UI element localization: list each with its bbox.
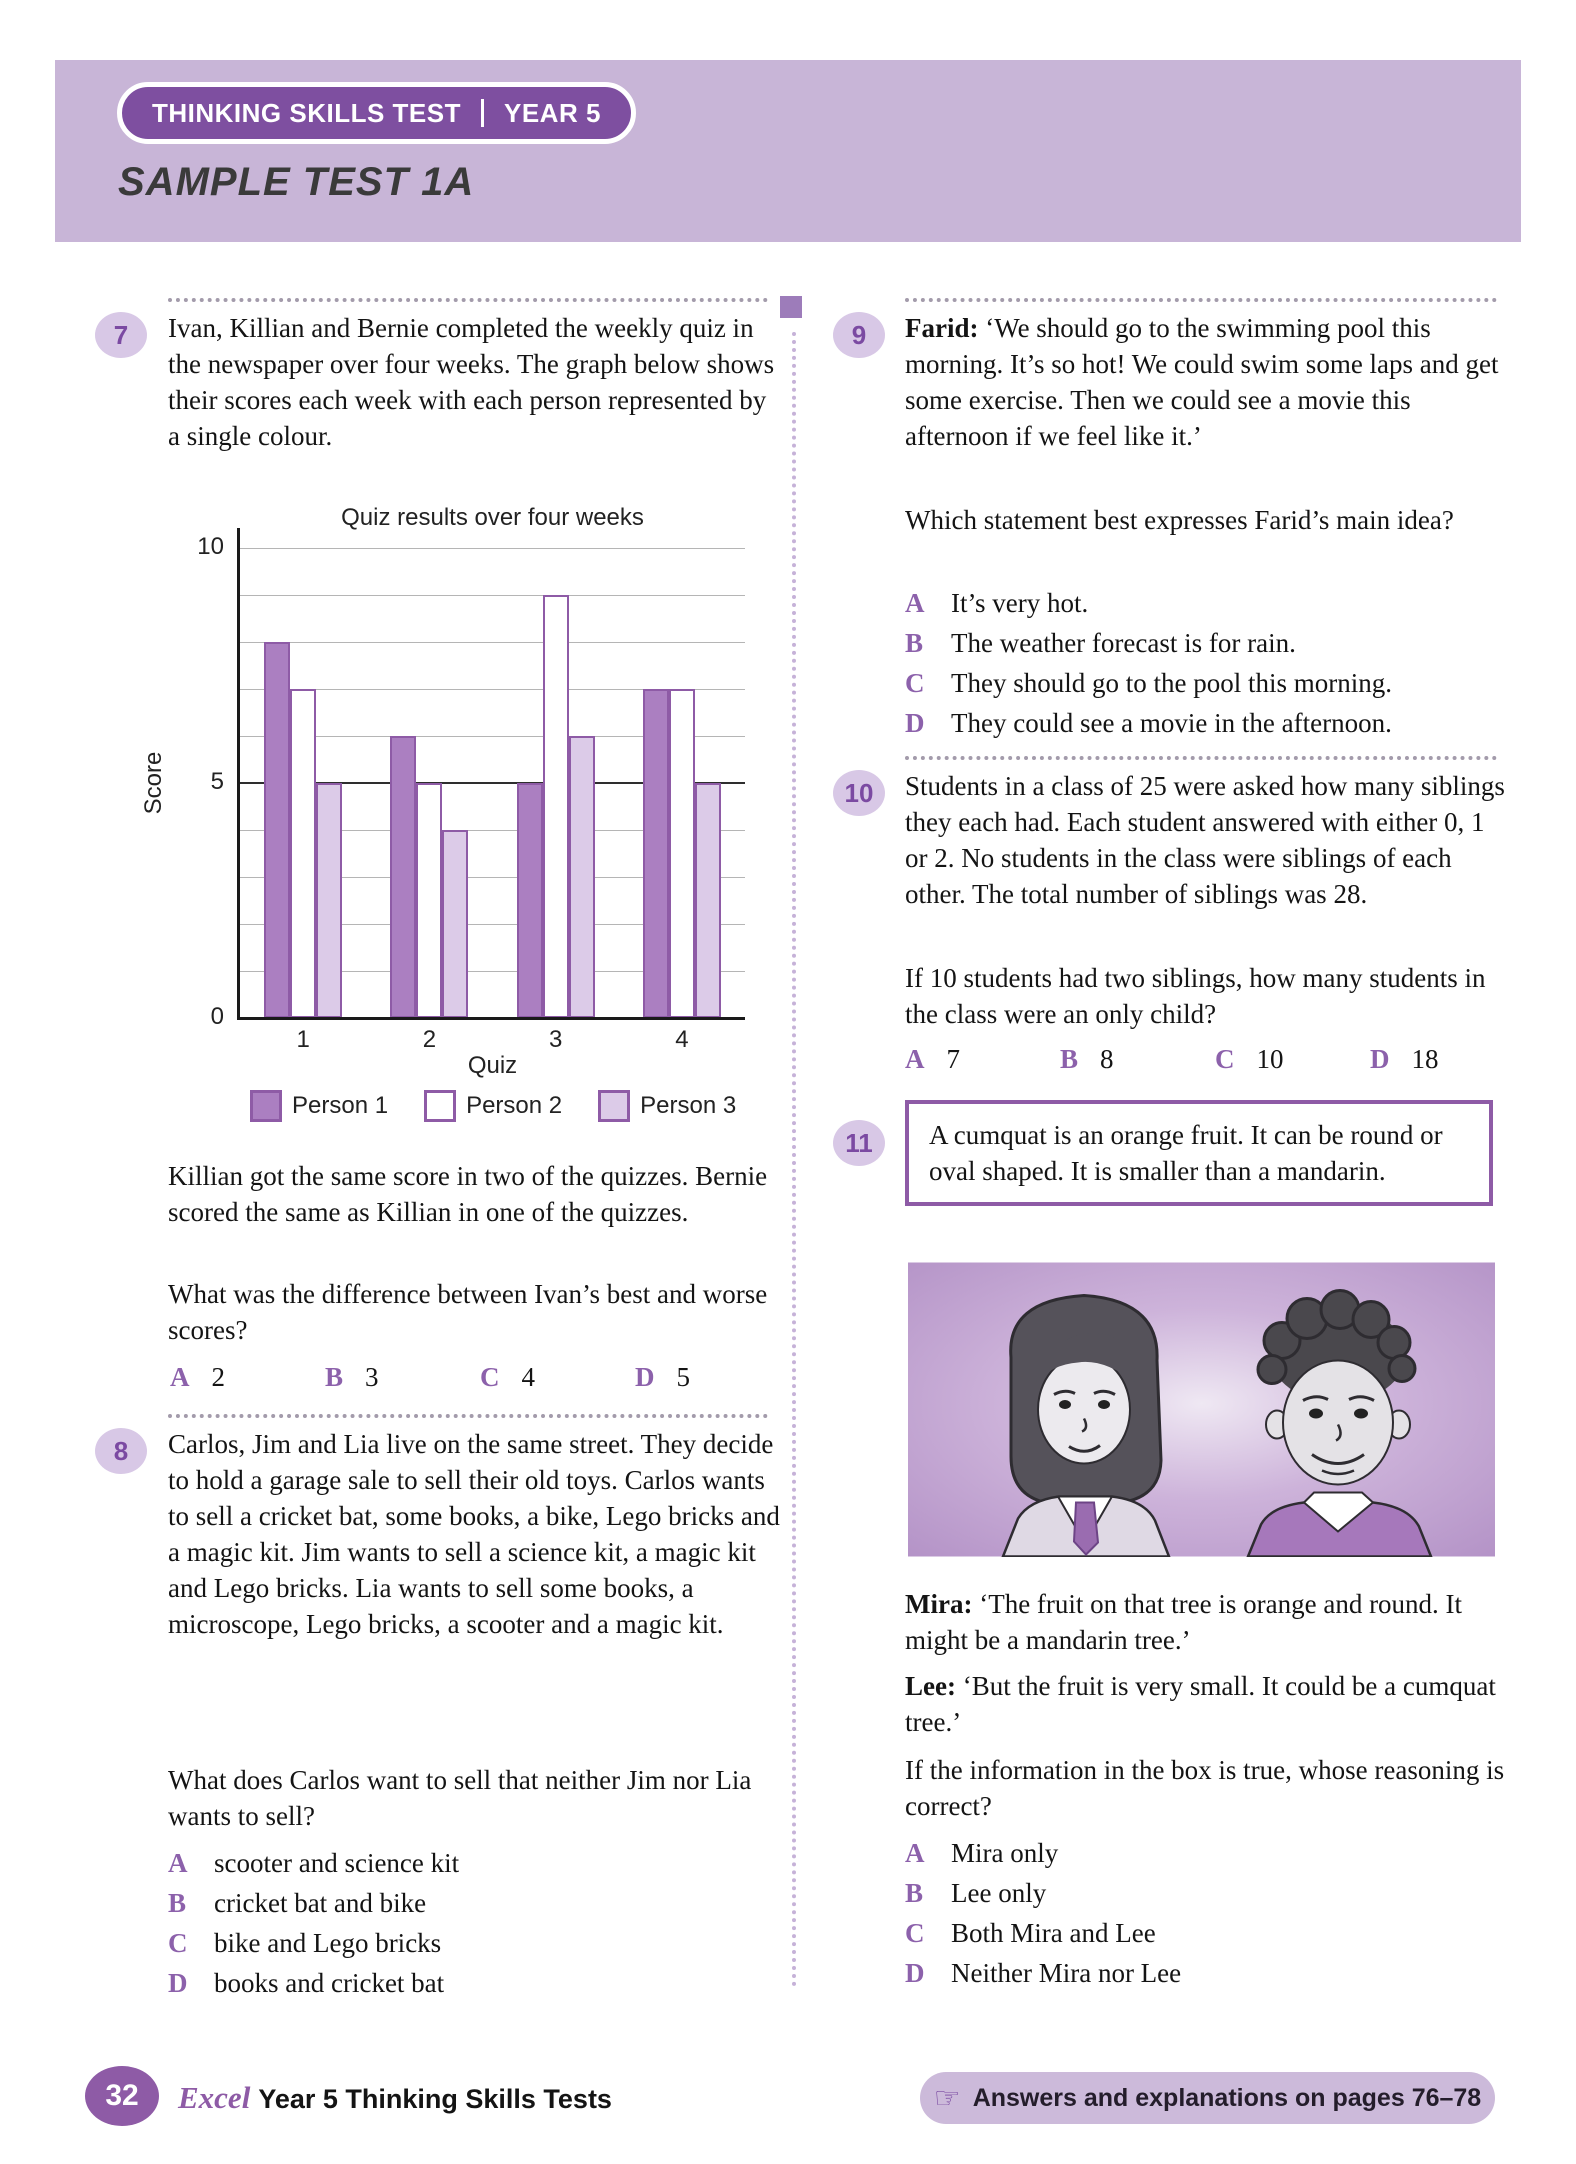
x-tick-label-3: 3	[548, 1026, 563, 1053]
brand-logo: Excel	[178, 2080, 251, 2115]
bar-person-2-quiz-3	[543, 595, 569, 1018]
mira-statement	[905, 1586, 1505, 1658]
bar-person-2-quiz-4	[669, 689, 695, 1018]
option-text: scooter and science kit	[214, 1848, 460, 1878]
option-letter: C	[1215, 1044, 1235, 1074]
question-7-question: What was the difference between Ivan’s best and worse scores?	[168, 1279, 768, 1345]
option-text: books and cricket bat	[214, 1968, 445, 1998]
x-tick-label-4: 4	[675, 1026, 689, 1053]
question-8-intro: Carlos, Jim and Lia live on the same street. They decide to hold a garage sale to sell their old toys. Carlos wants to sell a cricket bat, some books, a bike, Lego bricks and a magic kit. Jim wants to sell a science kit, a magic kit and Lego bricks. Lia wants to sell some books, a microscope, Lego bricks, a scooter and a magic kit.	[168, 1429, 780, 1639]
option-letter: C	[480, 1362, 500, 1392]
info-box-text: A cumquat is an orange fruit. It can be round or oval shaped. It is smaller than a mandarin.	[929, 1120, 1443, 1186]
separator-above-q8	[168, 1414, 768, 1418]
legend-item-person-2	[424, 1090, 562, 1122]
bar-group-quiz-4	[643, 689, 721, 1018]
question-8-question: What does Carlos want to sell that neither Jim nor Lia wants to sell?	[168, 1765, 752, 1831]
question-9-options	[905, 586, 1392, 746]
question-7-intro: Ivan, Killian and Bernie completed the weekly quiz in the newspaper over four weeks. The graph below shows their scores each week with each person represented by a single colour.	[168, 313, 775, 451]
header-badge-left: THINKING SKILLS TEST	[152, 97, 461, 128]
option-letter: B	[905, 1878, 924, 1908]
option	[635, 1362, 790, 1393]
option-text: 3	[365, 1362, 379, 1392]
legend-item-person-3	[598, 1090, 736, 1122]
option-text: 10	[1256, 1044, 1284, 1074]
x-tick-label-1: 1	[296, 1026, 310, 1053]
separator-above-q7	[168, 298, 768, 302]
option	[170, 1362, 325, 1393]
option	[905, 666, 1392, 701]
option-text: They could see a movie in the afternoon.	[951, 708, 1392, 738]
speaker-name: Farid:	[905, 313, 979, 343]
footer-brand	[178, 2080, 612, 2116]
option-letter: D	[168, 1968, 188, 1998]
separator-above-q10	[905, 756, 1497, 760]
boy-figure	[1248, 1291, 1431, 1557]
legend-swatch	[250, 1090, 282, 1122]
bar-person-3-quiz-1	[316, 783, 342, 1018]
option	[168, 1926, 459, 1961]
option	[168, 1886, 459, 1921]
option-letter: C	[905, 668, 925, 698]
page-number-badge: 32	[85, 2066, 159, 2126]
bar-person-2-quiz-1	[290, 689, 316, 1018]
question-8-number: 8	[95, 1428, 147, 1474]
option	[168, 1966, 459, 2001]
chart-legend	[160, 1090, 736, 1122]
question-10-question: If 10 students had two siblings, how many students in the class were an only child?	[905, 963, 1486, 1029]
speech-text: ‘But the fruit is very small. It could be a cumquat tree.’	[905, 1671, 1496, 1737]
option-letter: D	[905, 708, 925, 738]
y-tick-label-0: 0	[210, 1003, 224, 1030]
bar-person-3-quiz-4	[695, 783, 721, 1018]
chart-x-axis	[237, 1017, 745, 1020]
speech-text: ‘We should go to the swimming pool this morning. It’s so hot! We could swim some laps and get some exercise. Then we could see a movie this afternoon if we feel like it.’	[905, 313, 1499, 451]
footer-series-title: Year 5 Thinking Skills Tests	[258, 2084, 612, 2114]
question-9-question: Which statement best expresses Farid’s main idea?	[905, 505, 1454, 535]
option-text: 2	[211, 1362, 225, 1392]
option-text: 4	[521, 1362, 535, 1392]
question-10-options	[905, 1044, 1525, 1075]
question-9-number: 9	[833, 312, 885, 358]
option	[168, 1846, 459, 1881]
chart-bar-groups	[240, 548, 745, 1018]
bar-person-1-quiz-4	[643, 689, 669, 1018]
question-11-question: If the information in the box is true, whose reasoning is correct?	[905, 1755, 1505, 1821]
question-8-options	[168, 1846, 459, 2006]
chart-x-tick-labels	[240, 1026, 745, 1054]
column-divider-square	[780, 296, 802, 318]
legend-item-person-1	[250, 1090, 388, 1122]
y-tick-label-10: 10	[197, 533, 224, 560]
speaker-name: Lee:	[905, 1671, 956, 1701]
page-title: SAMPLE TEST 1A	[118, 160, 475, 204]
header-badge-separator	[481, 99, 484, 127]
legend-swatch	[598, 1090, 630, 1122]
question-11-info-box	[905, 1100, 1493, 1206]
speaker-name: Mira:	[905, 1589, 973, 1619]
bar-person-2-quiz-2	[416, 783, 442, 1018]
option	[905, 706, 1392, 741]
option-letter: D	[1370, 1044, 1390, 1074]
option	[905, 1836, 1181, 1871]
chart-plot-area	[140, 533, 745, 1053]
x-tick-label-2: 2	[422, 1026, 437, 1053]
option-letter: B	[325, 1362, 344, 1392]
legend-swatch	[424, 1090, 456, 1122]
bar-person-1-quiz-2	[390, 736, 416, 1018]
question-7-options	[170, 1362, 790, 1393]
option-letter: D	[635, 1362, 655, 1392]
option	[905, 586, 1392, 621]
option-letter: A	[905, 588, 925, 618]
option	[1370, 1044, 1525, 1075]
quiz-results-bar-chart	[140, 492, 772, 1142]
option-text: bike and Lego bricks	[214, 1928, 442, 1958]
option-text: Both Mira and Lee	[951, 1918, 1156, 1948]
bar-group-quiz-1	[264, 642, 342, 1018]
bar-group-quiz-2	[390, 736, 468, 1018]
chart-y-axis-label: Score	[140, 751, 167, 815]
option	[325, 1362, 480, 1393]
option	[1215, 1044, 1370, 1075]
question-7-followup: Killian got the same score in two of the quizzes. Bernie scored the same as Killian in one of the quizzes.	[168, 1161, 768, 1227]
option-text: 7	[946, 1044, 960, 1074]
option-text: 18	[1411, 1044, 1439, 1074]
bar-person-3-quiz-2	[442, 830, 468, 1018]
children-illustration	[908, 1262, 1495, 1557]
option-text: It’s very hot.	[951, 588, 1089, 618]
lee-statement	[905, 1668, 1505, 1740]
bar-person-1-quiz-1	[264, 642, 290, 1018]
header-badge-right: YEAR 5	[504, 97, 601, 128]
header-badge	[117, 82, 636, 144]
option	[905, 1916, 1181, 1951]
y-tick-label-5: 5	[210, 768, 224, 795]
option-text: Neither Mira nor Lee	[951, 1958, 1182, 1988]
legend-label: Person 1	[292, 1092, 389, 1119]
answers-note-pill	[920, 2072, 1495, 2124]
option	[905, 1876, 1181, 1911]
option-text: The weather forecast is for rain.	[951, 628, 1296, 658]
girl-figure	[1003, 1296, 1169, 1557]
option-text: They should go to the pool this morning.	[951, 668, 1392, 698]
option	[480, 1362, 635, 1393]
question-10-intro: Students in a class of 25 were asked how many siblings they each had. Each student answered with either 0, 1 or 2. No students in the class were siblings of each other. The total number of siblings was 28.	[905, 771, 1505, 909]
chart-y-axis	[237, 528, 240, 1018]
separator-above-q9	[905, 298, 1497, 302]
chart-title: Quiz results over four weeks	[341, 504, 644, 531]
option-text: 8	[1100, 1044, 1114, 1074]
question-11-number: 11	[833, 1120, 885, 1166]
option-letter: B	[1060, 1044, 1079, 1074]
option-text: Mira only	[951, 1838, 1059, 1868]
bar-person-3-quiz-3	[569, 736, 595, 1018]
question-11-options	[905, 1836, 1181, 1996]
question-9-intro	[905, 310, 1503, 454]
option-text: cricket bat and bike	[214, 1888, 427, 1918]
bar-person-1-quiz-3	[517, 783, 543, 1018]
option-text: 5	[676, 1362, 690, 1392]
option-letter: B	[168, 1888, 187, 1918]
option-letter: A	[168, 1848, 188, 1878]
question-7-number: 7	[95, 312, 147, 358]
legend-label: Person 3	[640, 1092, 737, 1119]
legend-label: Person 2	[466, 1092, 563, 1119]
question-10-number: 10	[833, 770, 885, 816]
option	[905, 1956, 1181, 1991]
option-letter: D	[905, 1958, 925, 1988]
option-letter: A	[905, 1838, 925, 1868]
option	[1060, 1044, 1215, 1075]
option-letter: A	[170, 1362, 190, 1392]
option-letter: B	[905, 628, 924, 658]
option-letter: A	[905, 1044, 925, 1074]
option-text: Lee only	[951, 1878, 1047, 1908]
pointing-hand-icon: ☞	[933, 2081, 961, 2115]
answers-note-text: Answers and explanations on pages 76–78	[972, 2083, 1482, 2112]
option-letter: C	[905, 1918, 925, 1948]
chart-x-axis-label: Quiz	[467, 1052, 518, 1079]
option	[905, 1044, 1060, 1075]
option-letter: C	[168, 1928, 188, 1958]
speech-text: ‘The fruit on that tree is orange and round. It might be a mandarin tree.’	[905, 1589, 1463, 1655]
bar-group-quiz-3	[517, 595, 595, 1018]
option	[905, 626, 1392, 661]
column-divider-dotted-line	[792, 332, 796, 1988]
